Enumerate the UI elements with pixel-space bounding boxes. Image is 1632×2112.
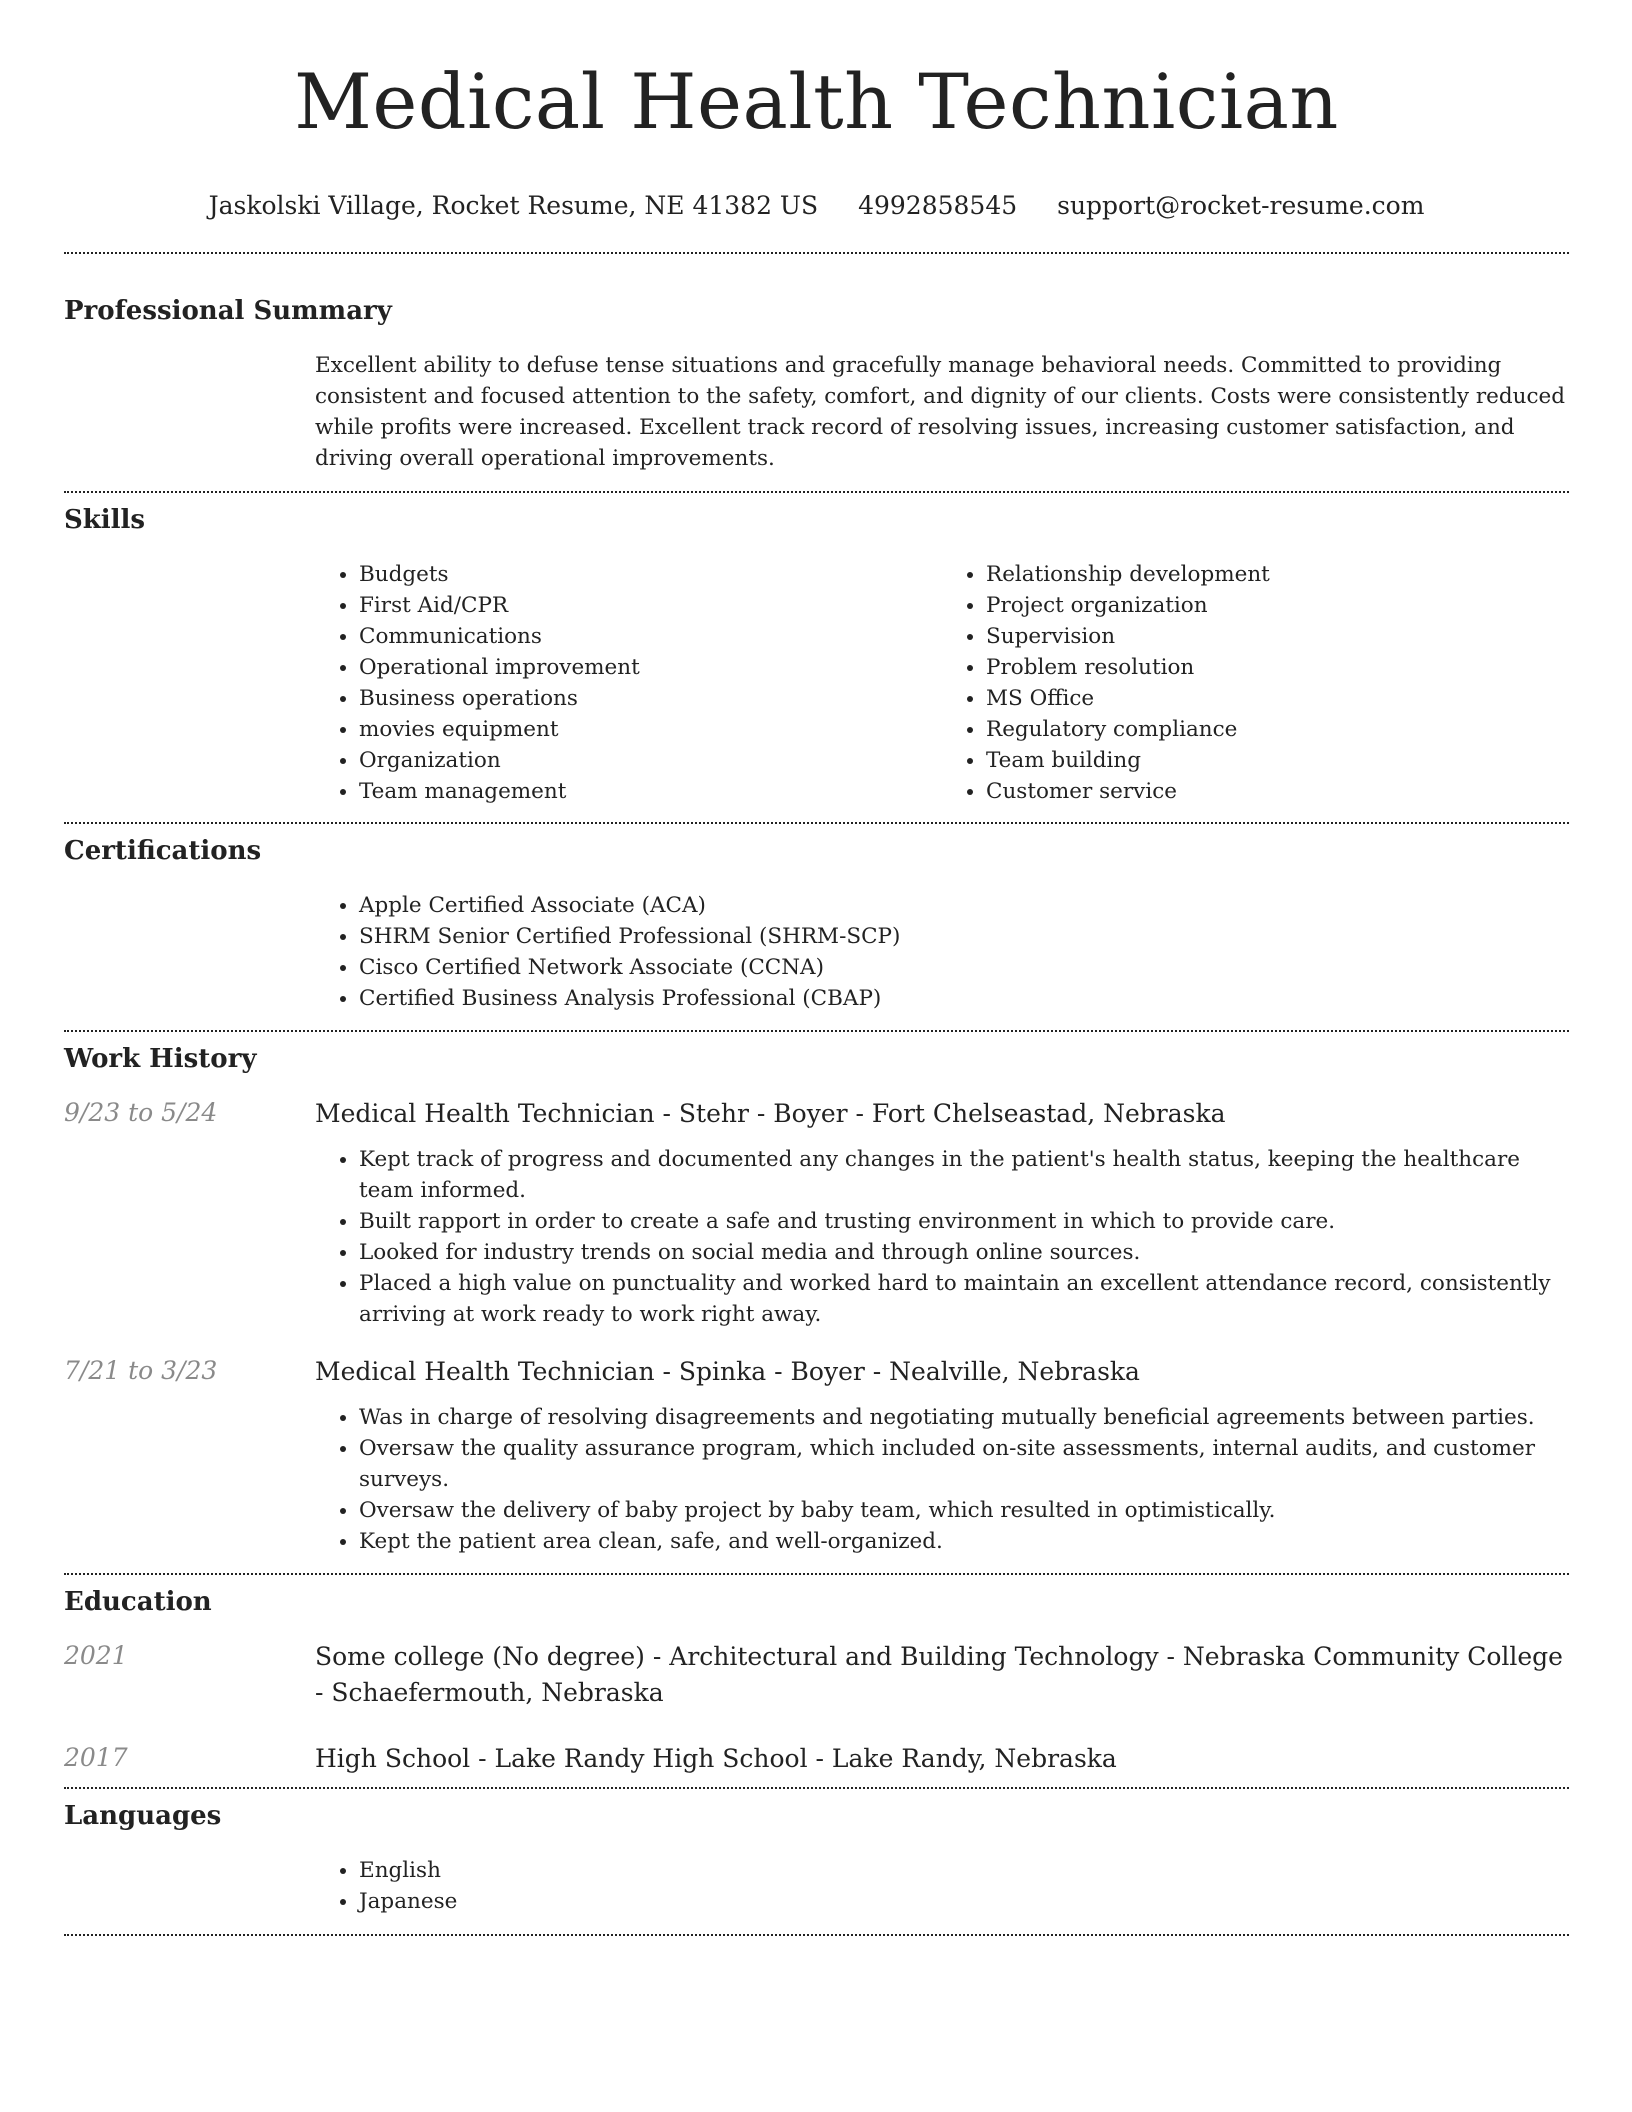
skill-item: • Communications [359, 621, 942, 652]
section-title-skills: Skills [64, 505, 146, 535]
section-title-summary: Professional Summary [64, 296, 392, 326]
job-duty-item: • Oversaw the delivery of baby project by baby team, which resulted in optimistically. [359, 1495, 1569, 1526]
language-item: • Japanese [359, 1886, 1569, 1917]
skill-item: • Supervision [986, 621, 1569, 652]
job-duty-item: • Placed a high value on punctuality and worked hard to maintain an excellent attendance record, consistently arriving at work ready to work right away. [359, 1268, 1569, 1330]
skill-item: • Operational improvement [359, 652, 942, 683]
skill-item: • Project organization [986, 590, 1569, 621]
section-title-education: Education [64, 1587, 212, 1617]
skill-item: • Team building [986, 745, 1569, 776]
summary-content [315, 350, 1569, 474]
certification-item: • SHRM Senior Certified Professional (SHRM-SCP) [359, 921, 1569, 952]
certification-item: • Certified Business Analysis Professional (CBAP) [359, 983, 1569, 1014]
education-year: 2021 [64, 1641, 128, 1670]
work-heading [315, 1096, 1569, 1132]
work-entries [64, 1096, 1569, 1557]
job-duty-item: • Kept track of progress and documented any changes in the patient's health status, keeping the healthcare team informed. [359, 1144, 1569, 1206]
work-entry-body [315, 1354, 1569, 1557]
certification-item: • Cisco Certified Network Associate (CCNA) [359, 952, 1569, 983]
work-section [64, 1032, 1569, 1573]
education-heading [315, 1741, 1569, 1777]
job-duties-list [315, 1144, 1569, 1330]
language-item: • English [359, 1855, 1569, 1886]
languages-section [64, 1789, 1569, 1934]
job-duty-item: • Oversaw the quality assurance program, which included on-site assessments, internal audits, and customer surveys. [359, 1433, 1569, 1495]
skills-section [64, 493, 1569, 822]
job-employer-location: - Stehr - Boyer - Fort Chelseastad, Nebraska [654, 1099, 1226, 1128]
skill-item: • movies equipment [359, 714, 942, 745]
job-duty-item: • Looked for industry trends on social media and through online sources. [359, 1237, 1569, 1268]
summary-text: Excellent ability to defuse tense situations and gracefully manage behavioral needs. Committed to providing consistent and focused attention to the safety, comfort, and dignity of our clients. Costs were consistently reduced while profits were increased. Excellent track record of resolving issues, increasing customer satisfaction, and driving overall operational improvements. [315, 353, 1566, 471]
certification-item: • Apple Certified Associate (ACA) [359, 890, 1569, 921]
education-degree: Some college (No degree) - Architectural and Building Technology [315, 1642, 1159, 1671]
certifications-section [64, 824, 1569, 1030]
contact-phone: 4992858545 [858, 191, 1018, 220]
job-duty-item: • Built rapport in order to create a safe and trusting environment in which to provide care. [359, 1206, 1569, 1237]
divider [64, 1934, 1569, 1936]
work-dates: 7/21 to 3/23 [64, 1356, 218, 1385]
job-title: Medical Health Technician [315, 1357, 655, 1386]
contact-address: Jaskolski Village, Rocket Resume, NE 41382 US [208, 191, 819, 220]
education-year: 2017 [64, 1743, 128, 1772]
skill-item: • Business operations [359, 683, 942, 714]
education-school-location: - Nebraska Community College - Schaefermouth, Nebraska [315, 1642, 1563, 1707]
education-heading [315, 1639, 1569, 1711]
languages-content [315, 1855, 1569, 1917]
skill-item: • Problem resolution [986, 652, 1569, 683]
skill-item: • Regulatory compliance [986, 714, 1569, 745]
work-heading [315, 1354, 1569, 1390]
section-title-languages: Languages [64, 1801, 222, 1831]
contact-info [64, 190, 1569, 222]
summary-section [64, 254, 1569, 491]
skills-list-left [315, 559, 942, 807]
section-title-work: Work History [64, 1044, 257, 1074]
skill-item: • MS Office [986, 683, 1569, 714]
work-entry [64, 1354, 1569, 1557]
languages-list [315, 1855, 1569, 1917]
job-employer-location: - Spinka - Boyer - Nealville, Nebraska [654, 1357, 1140, 1386]
skill-item: • Customer service [986, 776, 1569, 807]
skills-list-right [942, 559, 1569, 807]
contact-email: support@rocket-resume.com [1057, 191, 1425, 220]
education-entry [64, 1639, 1569, 1711]
skill-item: • Team management [359, 776, 942, 807]
work-entry [64, 1096, 1569, 1330]
job-title: Medical Health Technician [315, 1099, 655, 1128]
skill-item: • Budgets [359, 559, 942, 590]
education-school-location: - Lake Randy High School - Lake Randy, Nebraska [470, 1744, 1117, 1773]
certifications-content [315, 890, 1569, 1014]
education-degree: High School [315, 1744, 471, 1773]
job-duties-list [315, 1402, 1569, 1557]
work-entry-body [315, 1096, 1569, 1330]
job-duty-item: • Kept the patient area clean, safe, and well-organized. [359, 1526, 1569, 1557]
education-section [64, 1575, 1569, 1787]
work-dates: 9/23 to 5/24 [64, 1098, 218, 1127]
skill-item: • First Aid/CPR [359, 590, 942, 621]
resume-title: Medical Health Technician [294, 57, 1339, 146]
certifications-list [315, 890, 1569, 1014]
skill-item: • Organization [359, 745, 942, 776]
skill-item: • Relationship development [986, 559, 1569, 590]
education-entry [64, 1741, 1569, 1777]
skills-columns [315, 559, 1569, 807]
section-title-certifications: Certifications [64, 836, 262, 866]
education-entries [64, 1639, 1569, 1777]
job-duty-item: • Was in charge of resolving disagreements and negotiating mutually beneficial agreements between parties. [359, 1402, 1569, 1433]
